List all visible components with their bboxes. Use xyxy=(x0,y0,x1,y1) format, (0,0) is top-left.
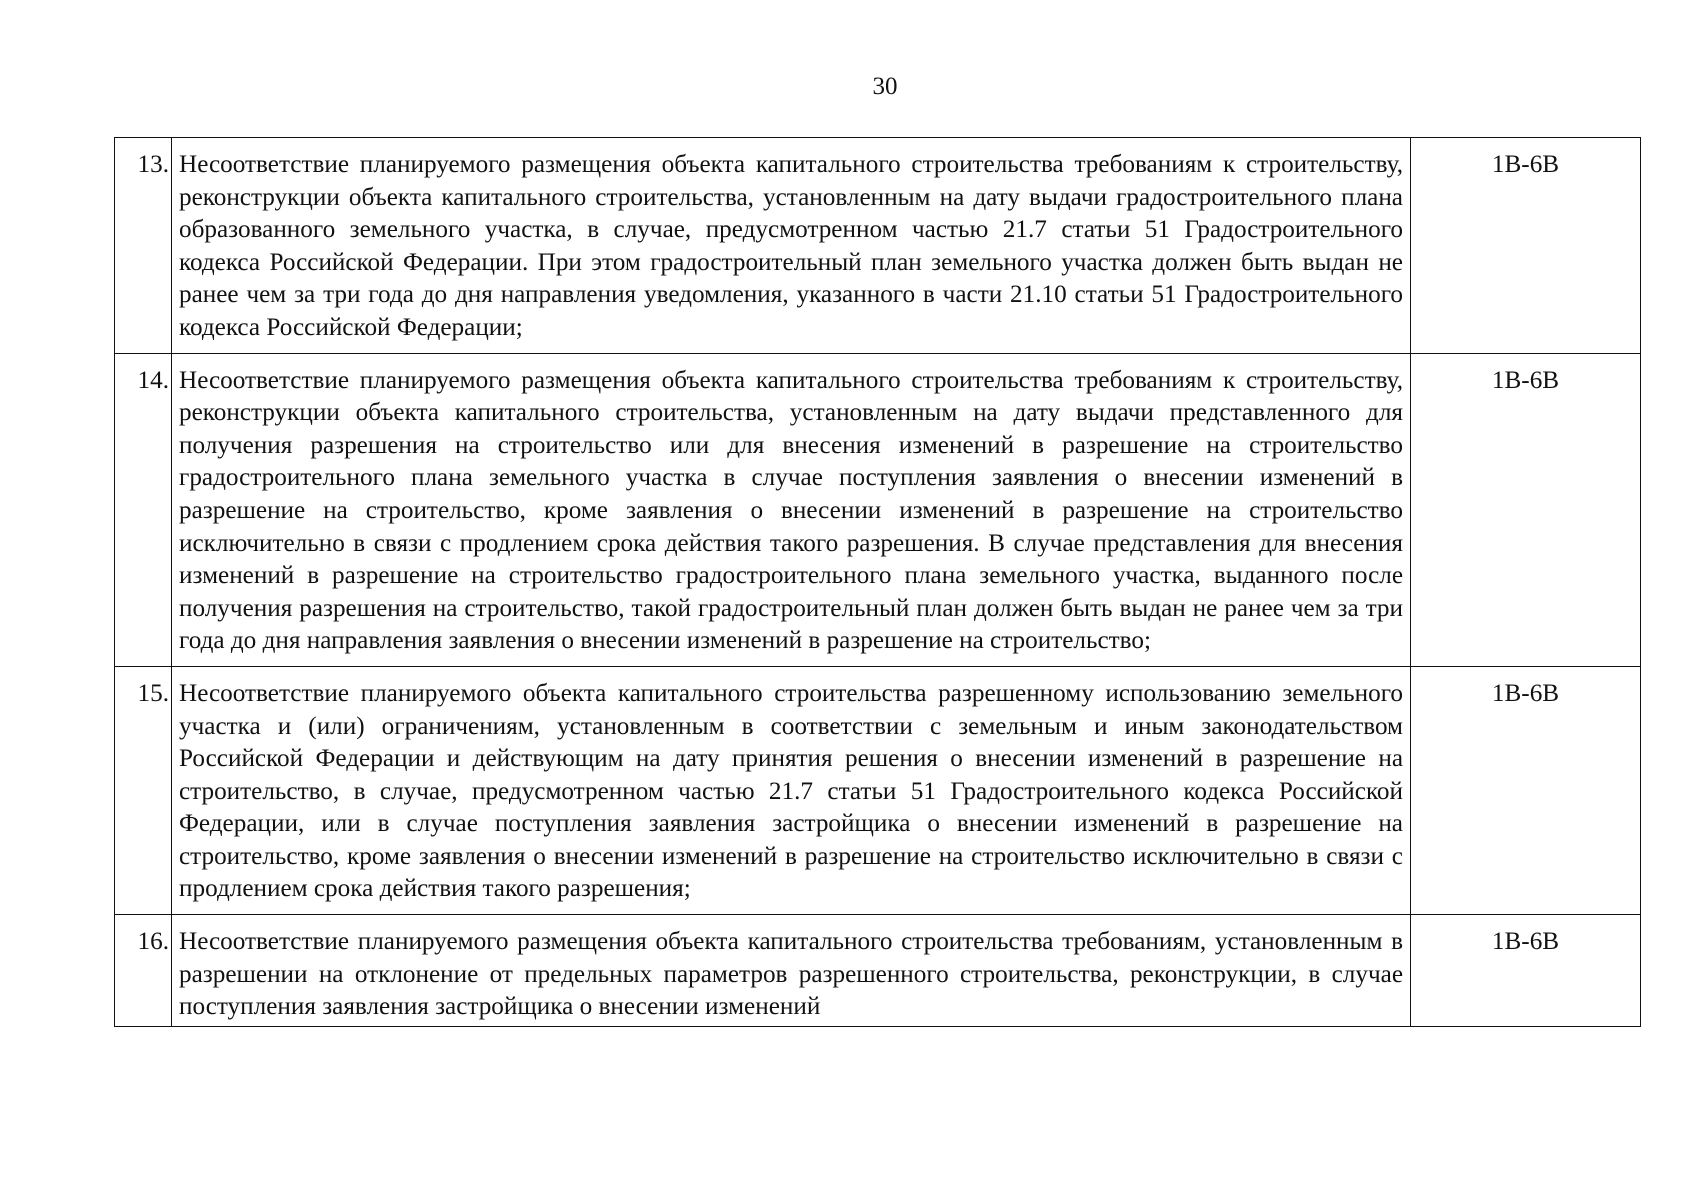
row-text: Несоответствие планируемого размещения объекта капитального строительства требованиям к строительству, реконструкции объекта капитального строительства, установленным на дату выдачи градостроительного плана образованного земельного участка, в случае, предусмотренном частью 21.7 статьи 51 Градостроительного кодекса Российской Федерации. При этом градостроительный план земельного участка должен быть выдан не ранее чем за три года до дня направления уведомления, указанного в части 21.10 статьи 51 Градостроительного кодекса Российской Федерации; xyxy=(172,138,1411,354)
row-number: 15. xyxy=(115,666,172,914)
row-number: 13. xyxy=(115,138,172,354)
table-row xyxy=(115,666,1641,914)
row-text: Несоответствие планируемого размещения объекта капитального строительства требованиям к строительству, реконструкции объекта капитального строительства, установленным на дату выдачи представленного для получения разрешения на строительство или для внесения изменений в разрешение на строительство градостроительного плана земельного участка в случае поступления заявления о внесении изменений в разрешение на строительство, кроме заявления о внесении изменений в разрешение на строительство исключительно в связи с продлением срока действия такого разрешения. В случае представления для внесения изменений в разрешение на строительство градостроительного плана земельного участка, выданного после получения разрешения на строительство, такой градостроительный план должен быть выдан не ранее чем за три года до дня направления заявления о внесении изменений в разрешение на строительство; xyxy=(172,353,1411,666)
table-row xyxy=(115,915,1641,1027)
row-number: 16. xyxy=(115,915,172,1027)
table-row xyxy=(115,138,1641,354)
requirements-table xyxy=(114,137,1641,1027)
row-code: 1В-6В xyxy=(1411,915,1641,1027)
table-row xyxy=(115,353,1641,666)
row-text: Несоответствие планируемого объекта капитального строительства разрешенному использованию земельного участка и (или) ограничениям, установленным в соответствии с земельным и иным законодательством Российской Федерации и действующим на дату принятия решения о внесении изменений в разрешение на строительство, в случае, предусмотренном частью 21.7 статьи 51 Градостроительного кодекса Российской Федерации, или в случае поступления заявления застройщика о внесении изменений в разрешение на строительство, кроме заявления о внесении изменений в разрешение на строительство исключительно в связи с продлением срока действия такого разрешения; xyxy=(172,666,1411,914)
row-code: 1В-6В xyxy=(1411,138,1641,354)
row-text: Несоответствие планируемого размещения объекта капитального строительства требованиям, установленным в разрешении на отклонение от предельных параметров разрешенного строительства, реконструкции, в случае поступления заявления застройщика о внесении изменений xyxy=(172,915,1411,1027)
row-number: 14. xyxy=(115,353,172,666)
row-code: 1В-6В xyxy=(1411,666,1641,914)
page-number: 30 xyxy=(872,73,898,100)
row-code: 1В-6В xyxy=(1411,353,1641,666)
